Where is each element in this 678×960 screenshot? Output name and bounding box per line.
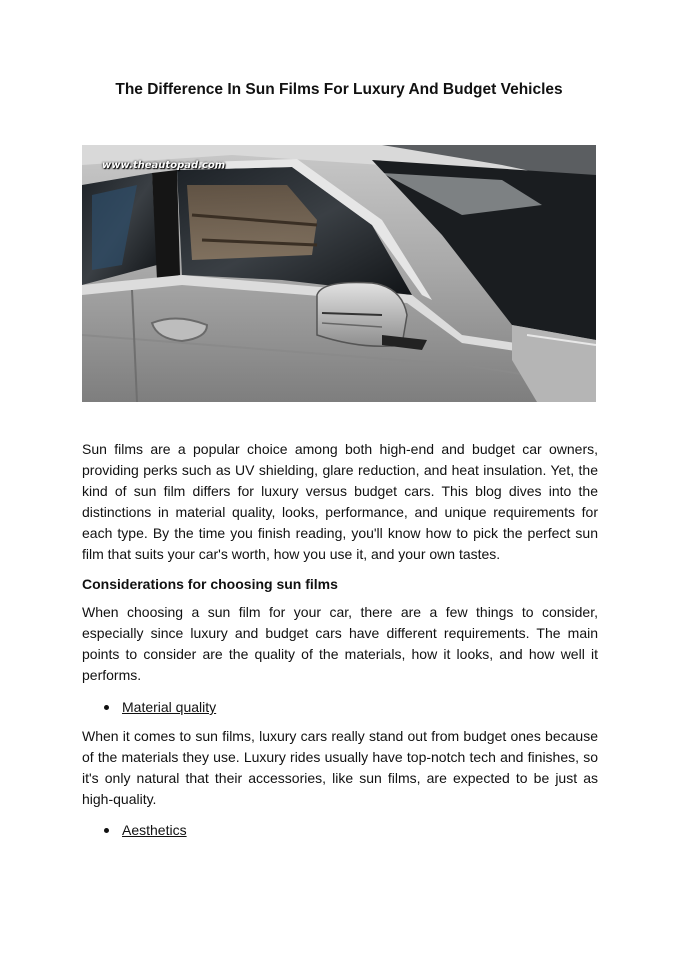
intro-paragraph: Sun films are a popular choice among both high-end and budget car owners, providing perks such as UV shielding, glare reduction, and heat insulation. Yet, the kind of sun film differs for luxury versus budget cars. This blog dives into the distinctions in material quality, looks, performance, and unique requirements for each type. By the time you finish reading, you'll know how to pick the perfect sun film that suits your car's worth, how you use it, and your own tastes. bbox=[82, 441, 598, 562]
car-illustration bbox=[82, 145, 596, 402]
bullet-dot-icon bbox=[104, 705, 109, 710]
bullet-label: Material quality bbox=[122, 699, 217, 715]
document-title: The Difference In Sun Films For Luxury And Budget Vehicles bbox=[115, 81, 563, 98]
car-photo bbox=[82, 145, 596, 402]
section-paragraph: When choosing a sun film for your car, there are a few things to consider, especially since luxury and budget cars have different requirements. The main points to consider are the quality of the materials, how it looks, and how well it performs. bbox=[82, 604, 598, 683]
bullet-dot-icon bbox=[104, 828, 109, 833]
bullet-label: Aesthetics bbox=[122, 822, 187, 838]
section-heading: Considerations for choosing sun films bbox=[82, 576, 338, 592]
bullet-aesthetics bbox=[104, 820, 187, 841]
material-quality-paragraph: When it comes to sun films, luxury cars really stand out from budget ones because of the materials they use. Luxury rides usually have top-notch tech and finishes, so it's only natural that their accessories, like sun films, are expected to be just as high-quality. bbox=[82, 728, 598, 807]
bullet-material-quality bbox=[104, 697, 216, 718]
image-watermark: www.theautopad.com bbox=[102, 160, 226, 171]
